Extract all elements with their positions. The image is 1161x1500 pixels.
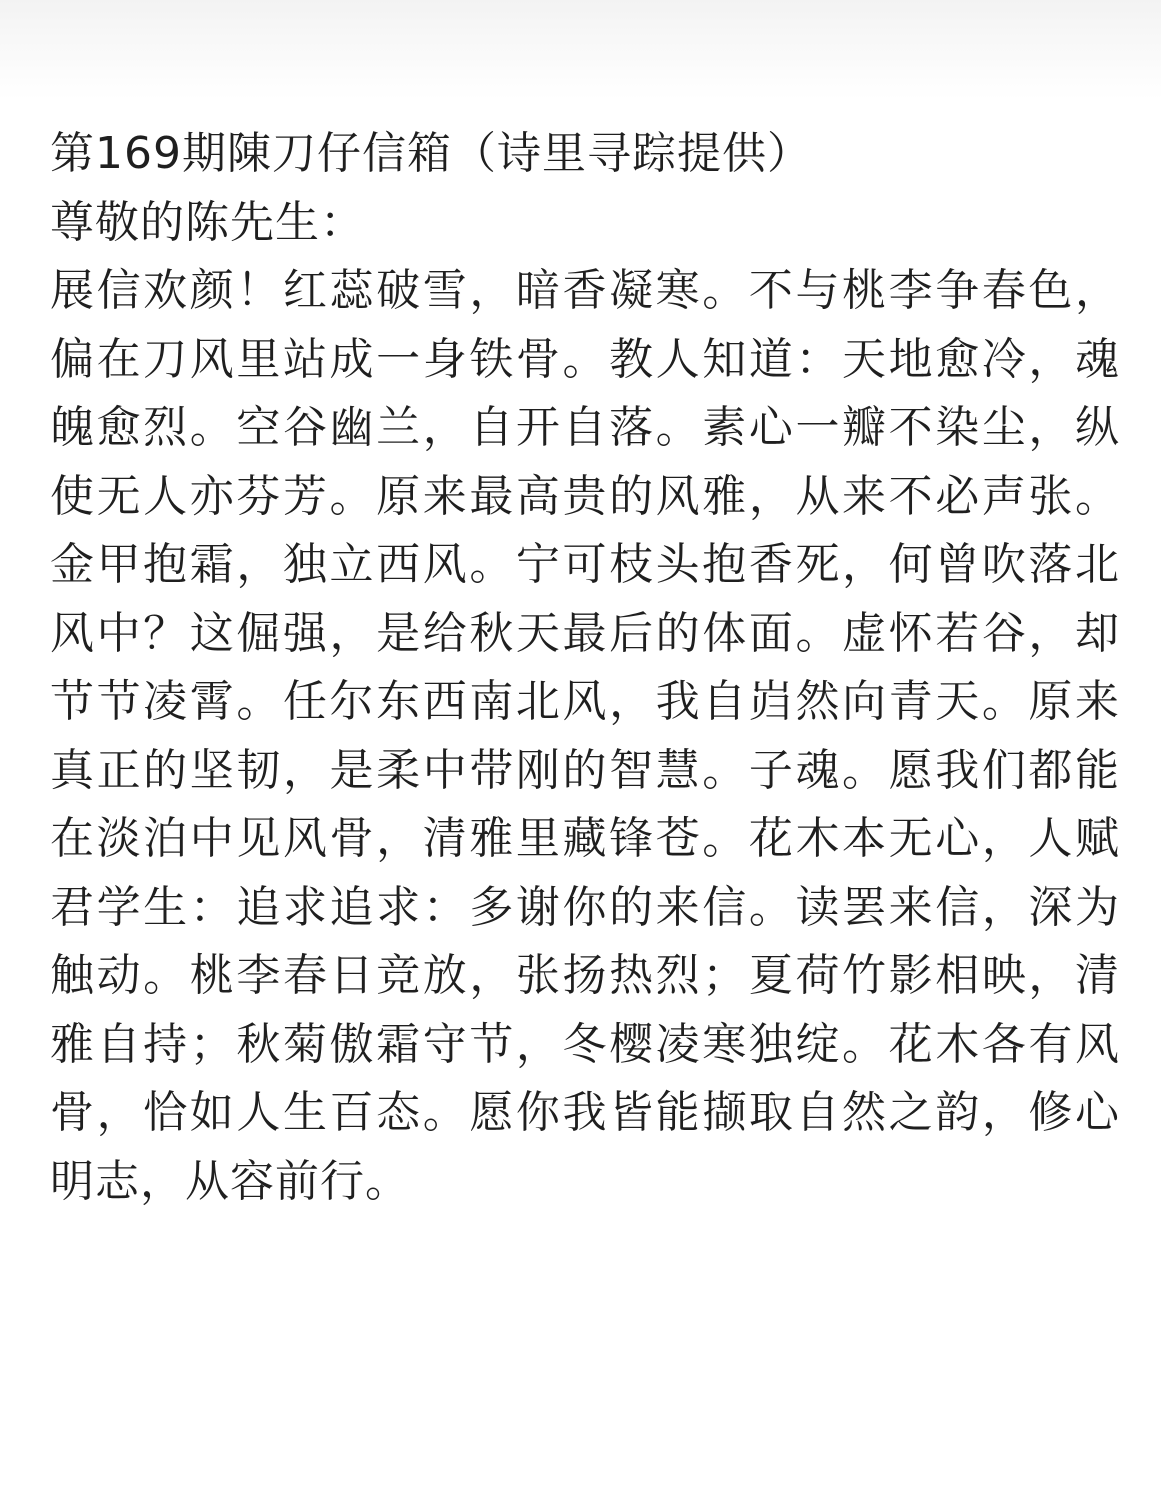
- letter-greeting: 尊敬的陈先生：: [50, 196, 365, 248]
- blurred-header-area: [0, 0, 1161, 100]
- letter-body: 展信欢颜！红蕊破雪，暗香凝寒。不与桃李争春色，偏在刀风里站成一身铁骨。教人知道：天地愈冷，魂魄愈烈。空谷幽兰，自开自落。素心一瓣不染尘，纵使无人亦芬芳。原来最高贵的风雅，从来不必声张。金甲抱霜，独立西风。宁可枝头抱香死，何曾吹落北风中？这倔强，是给秋天最后的体面。虚怀若谷，却节节凌霄。任尔东西南北风，我自岿然向青天。原来真正的坚韧，是柔中带刚的智慧。子魂。愿我们都能在淡泊中见风骨，清雅里藏锋苍。花木本无心，人赋君学生：追求追求：多谢你的来信。读罢来信，深为触动。桃李春日竞放，张扬热烈；夏荷竹影相映，清雅自持；秋菊傲霜守节，冬樱凌寒独绽。花木各有风骨，恰如人生百态。愿你我皆能撷取自然之韵，修心明志，从容前行。: [50, 265, 1120, 1207]
- letter-document: [50, 120, 1120, 1216]
- letter-title: 第169期陳刀仔信箱（诗里寻踪提供）: [50, 128, 812, 179]
